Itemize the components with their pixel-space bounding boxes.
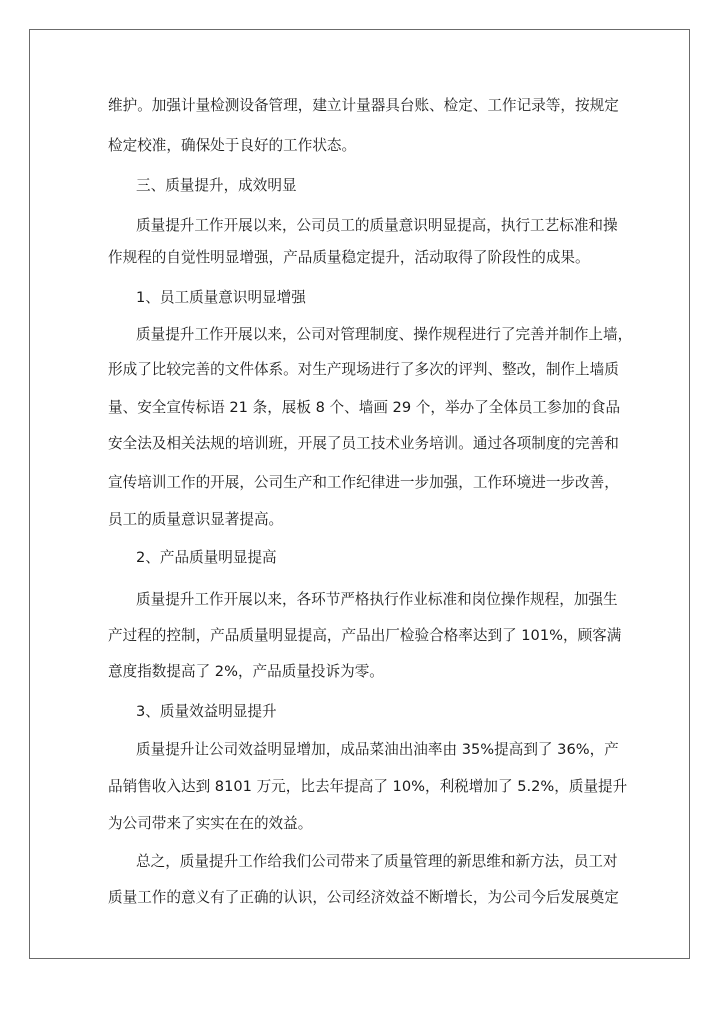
paragraph-line: 质量提升工作开展以来，各环节严格执行作业标准和岗位操作规程，加强生 <box>136 591 618 608</box>
subsection-heading: 1、员工质量意识明显增强 <box>136 289 306 306</box>
paragraph-line: 作规程的自觉性明显增强，产品质量稳定提升，活动取得了阶段性的成果。 <box>108 249 590 266</box>
paragraph-line: 产过程的控制，产品质量明显提高，产品出厂检验合格率达到了 101%，顾客满 <box>108 627 622 644</box>
paragraph-line: 员工的质量意识显著提高。 <box>108 511 284 528</box>
paragraph-line: 形成了比较完善的文件体系。对生产现场进行了多次的评判、整改，制作上墙质 <box>108 361 619 378</box>
paragraph-line: 安全法及相关法规的培训班，开展了员工技术业务培训。通过各项制度的完善和 <box>108 435 619 452</box>
paragraph-line: 维护。加强计量检测设备管理，建立计量器具台账、检定、工作记录等，按规定 <box>108 97 619 114</box>
subsection-heading: 3、质量效益明显提升 <box>136 703 277 720</box>
paragraph-line: 意度指数提高了 2%，产品质量投诉为零。 <box>108 663 384 680</box>
paragraph-line: 检定校准，确保处于良好的工作状态。 <box>108 137 357 154</box>
section-heading: 三、质量提升，成效明显 <box>136 177 297 194</box>
paragraph-line: 质量工作的意义有了正确的认识，公司经济效益不断增长，为公司今后发展奠定 <box>108 889 619 906</box>
paragraph-line: 为公司带来了实实在在的效益。 <box>108 815 313 832</box>
paragraph-line: 品销售收入达到 8101 万元，比去年提高了 10%，利税增加了 5.2%，质量提升 <box>108 778 628 795</box>
paragraph-line: 宣传培训工作的开展，公司生产和工作纪律进一步加强，工作环境进一步改善， <box>108 474 619 491</box>
paragraph-line: 质量提升让公司效益明显增加，成品菜油出油率由 35%提高到了 36%，产 <box>136 741 619 758</box>
subsection-heading: 2、产品质量明显提高 <box>136 549 277 566</box>
paragraph-line: 总之，质量提升工作给我们公司带来了质量管理的新思维和新方法，员工对 <box>136 853 618 870</box>
paragraph-line: 量、安全宣传标语 21 条，展板 8 个、墙画 29 个，举办了全体员工参加的食品 <box>108 399 621 416</box>
paragraph-line: 质量提升工作开展以来，公司对管理制度、操作规程进行了完善并制作上墙， <box>136 326 633 343</box>
paragraph-line: 质量提升工作开展以来，公司员工的质量意识明显提高，执行工艺标准和操 <box>136 217 618 234</box>
